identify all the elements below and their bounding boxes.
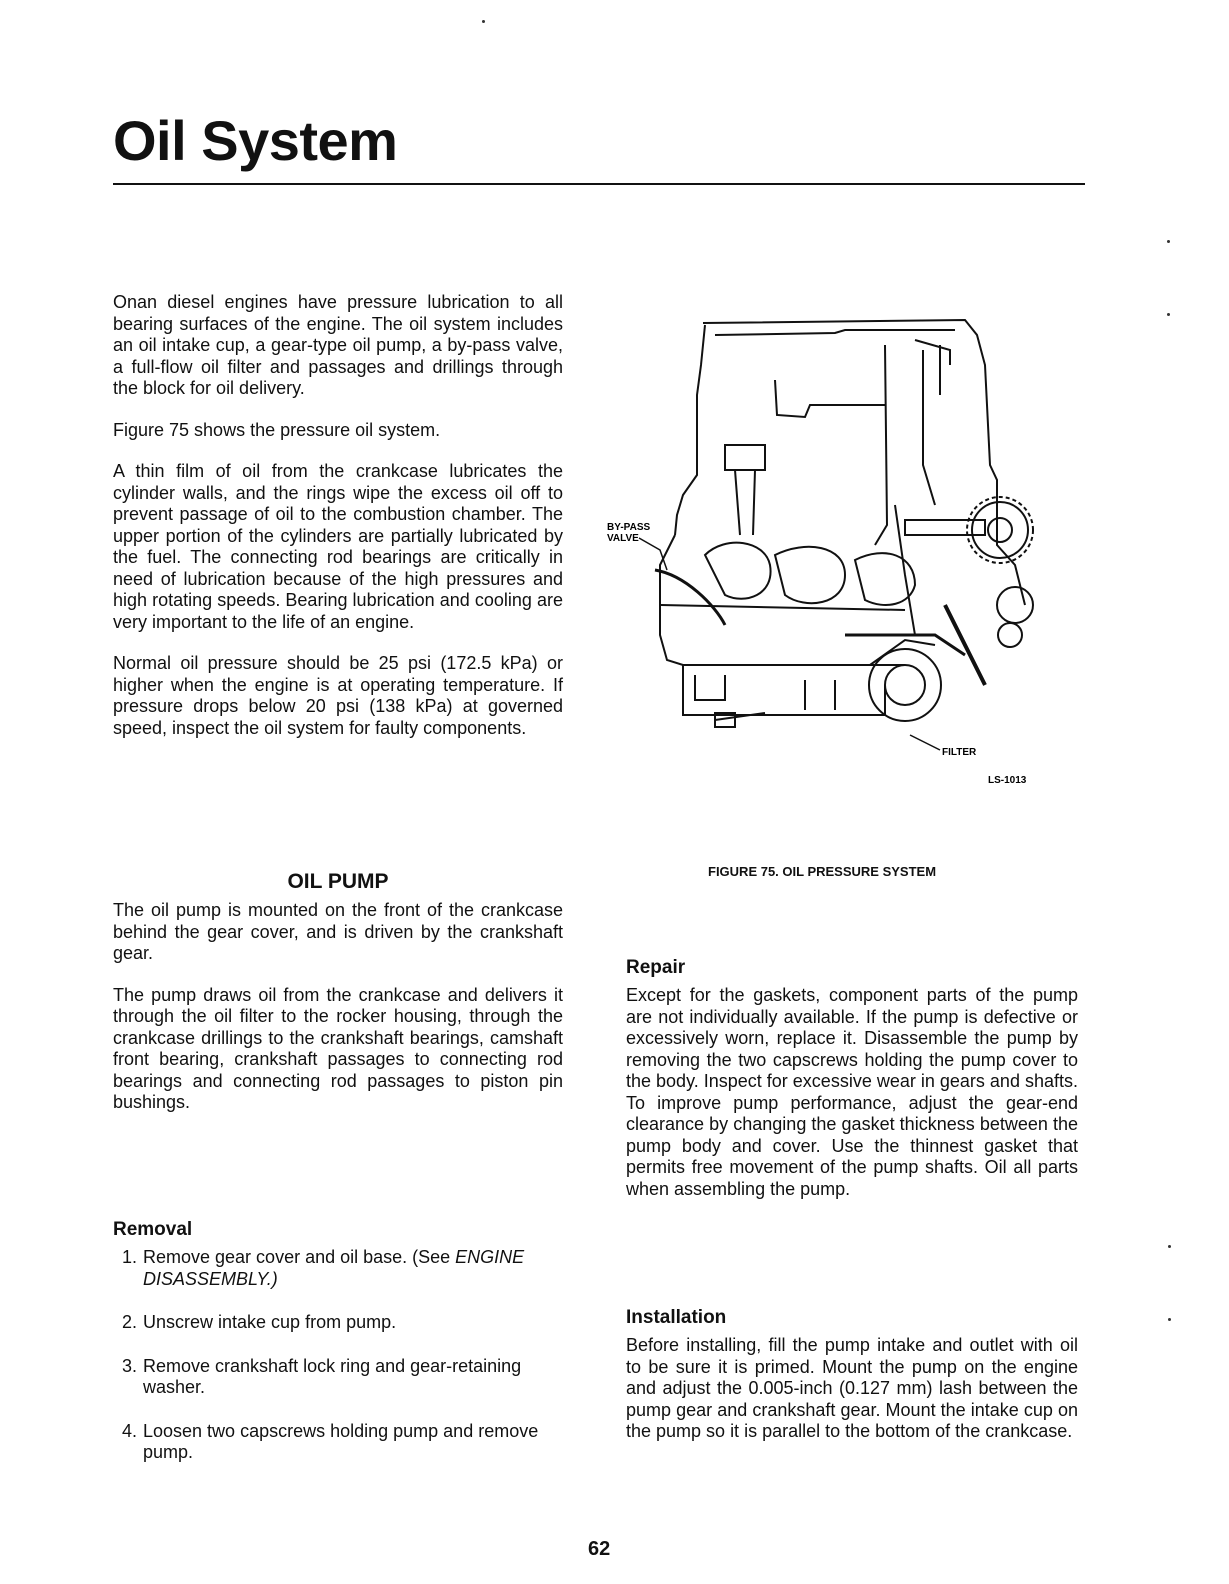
- oil-system-figure: [605, 305, 1045, 795]
- removal-step: [113, 1356, 563, 1399]
- removal-step: [113, 1421, 563, 1464]
- filter-label: FILTER: [942, 747, 977, 758]
- step-reference: ENGINE DISASSEMBLY.): [143, 1247, 525, 1289]
- step-number: 3.: [122, 1355, 138, 1376]
- oil-pump-section: [113, 870, 563, 1114]
- step-text: Unscrew intake cup from pump.: [143, 1312, 397, 1332]
- step-number: 4.: [122, 1420, 138, 1441]
- step-text: Remove gear cover and oil base. (See: [143, 1247, 456, 1267]
- repair-heading: Repair: [626, 957, 686, 978]
- removal-step: [113, 1312, 563, 1334]
- scan-speck: [1168, 1245, 1171, 1248]
- bypass-label-1: BY-PASS: [607, 522, 651, 533]
- intro-paragraph-4: Normal oil pressure should be 25 psi (172.5 kPa) or higher when the engine is at operating temperature. If pressure drops below 20 psi (138 kPa) at governed speed, inspect the oil system for faulty components.: [113, 653, 563, 738]
- page-title: Oil System: [113, 109, 398, 172]
- repair-paragraph: Except for the gaskets, component parts of the pump are not individually available. If the pump is defective or excessively worn, replace it. Disassemble the pump by removing the two capscrews holding the pump cover to the body. Inspect for excessive wear in gears and shafts. To improve pump performance, adjust the gear-end clearance by changing the gasket thickness between the pump body and cover. Use the thinnest gasket that permits free movement of the pump shafts. Oil all parts when assembling the pump.: [626, 985, 1078, 1199]
- installation-section: [626, 1307, 1078, 1443]
- removal-section: [113, 1219, 563, 1486]
- installation-heading: Installation: [626, 1307, 727, 1328]
- figure-caption: FIGURE 75. OIL PRESSURE SYSTEM: [708, 864, 937, 879]
- title-rule: [113, 183, 1085, 185]
- scan-speck: [1167, 313, 1170, 316]
- engine-illustration: [605, 305, 1045, 795]
- installation-paragraph: Before installing, fill the pump intake and outlet with oil to be sure it is primed. Mount the pump on the engine and adjust the 0.005-inch (0.127 mm) lash between the pump gear and crankshaft gear. Mount the intake cup on the pump so it is parallel to the bottom of the crankcase.: [626, 1335, 1078, 1441]
- oil-pump-paragraph-1: The oil pump is mounted on the front of the crankcase behind the gear cover, and is driven by the crankshaft gear.: [113, 900, 563, 963]
- scan-speck: [1168, 1318, 1171, 1321]
- removal-steps: [113, 1247, 563, 1464]
- scan-speck: [1167, 240, 1170, 243]
- figure-code: LS-1013: [988, 775, 1027, 786]
- oil-pump-paragraph-2: The pump draws oil from the crankcase and delivers it through the oil filter to the rocker housing, through the crankcase drillings to the crankshaft bearings, camshaft front bearing, crankshaft passages to connecting rod bearings and connecting rod passages to piston pin bushings.: [113, 984, 563, 1112]
- step-number: 1.: [122, 1247, 138, 1267]
- page-number: 62: [588, 1538, 611, 1560]
- intro-paragraph-1: Onan diesel engines have pressure lubrication to all bearing surfaces of the engine. The oil system includes an oil intake cup, a gear-type oil pump, a by-pass valve, a full-flow oil filter and passages and drillings through the block for oil delivery.: [113, 292, 563, 398]
- intro-paragraph-3: A thin film of oil from the crankcase lubricates the cylinder walls, and the rings wipe the excess oil off to prevent passage of oil to the combustion chamber. The upper portion of the cylinders are partially lubricated by the fuel. The connecting rod bearings are critically in need of lubrication because of the high pressures and high rotating speeds. Bearing lubrication and cooling are very important to the life of an engine.: [113, 461, 563, 632]
- intro-paragraph-2: Figure 75 shows the pressure oil system.: [113, 419, 441, 440]
- oil-pump-heading: OIL PUMP: [287, 870, 389, 893]
- intro-section: [113, 292, 563, 739]
- removal-step: [113, 1247, 563, 1290]
- scan-speck: [482, 20, 485, 23]
- removal-heading: Removal: [113, 1219, 193, 1240]
- step-text: Remove crankshaft lock ring and gear-retaining washer.: [143, 1355, 522, 1397]
- repair-section: [626, 957, 1078, 1200]
- step-text: Loosen two capscrews holding pump and remove pump.: [143, 1420, 539, 1462]
- step-number: 2.: [122, 1312, 138, 1332]
- bypass-label-2: VALVE: [607, 533, 639, 544]
